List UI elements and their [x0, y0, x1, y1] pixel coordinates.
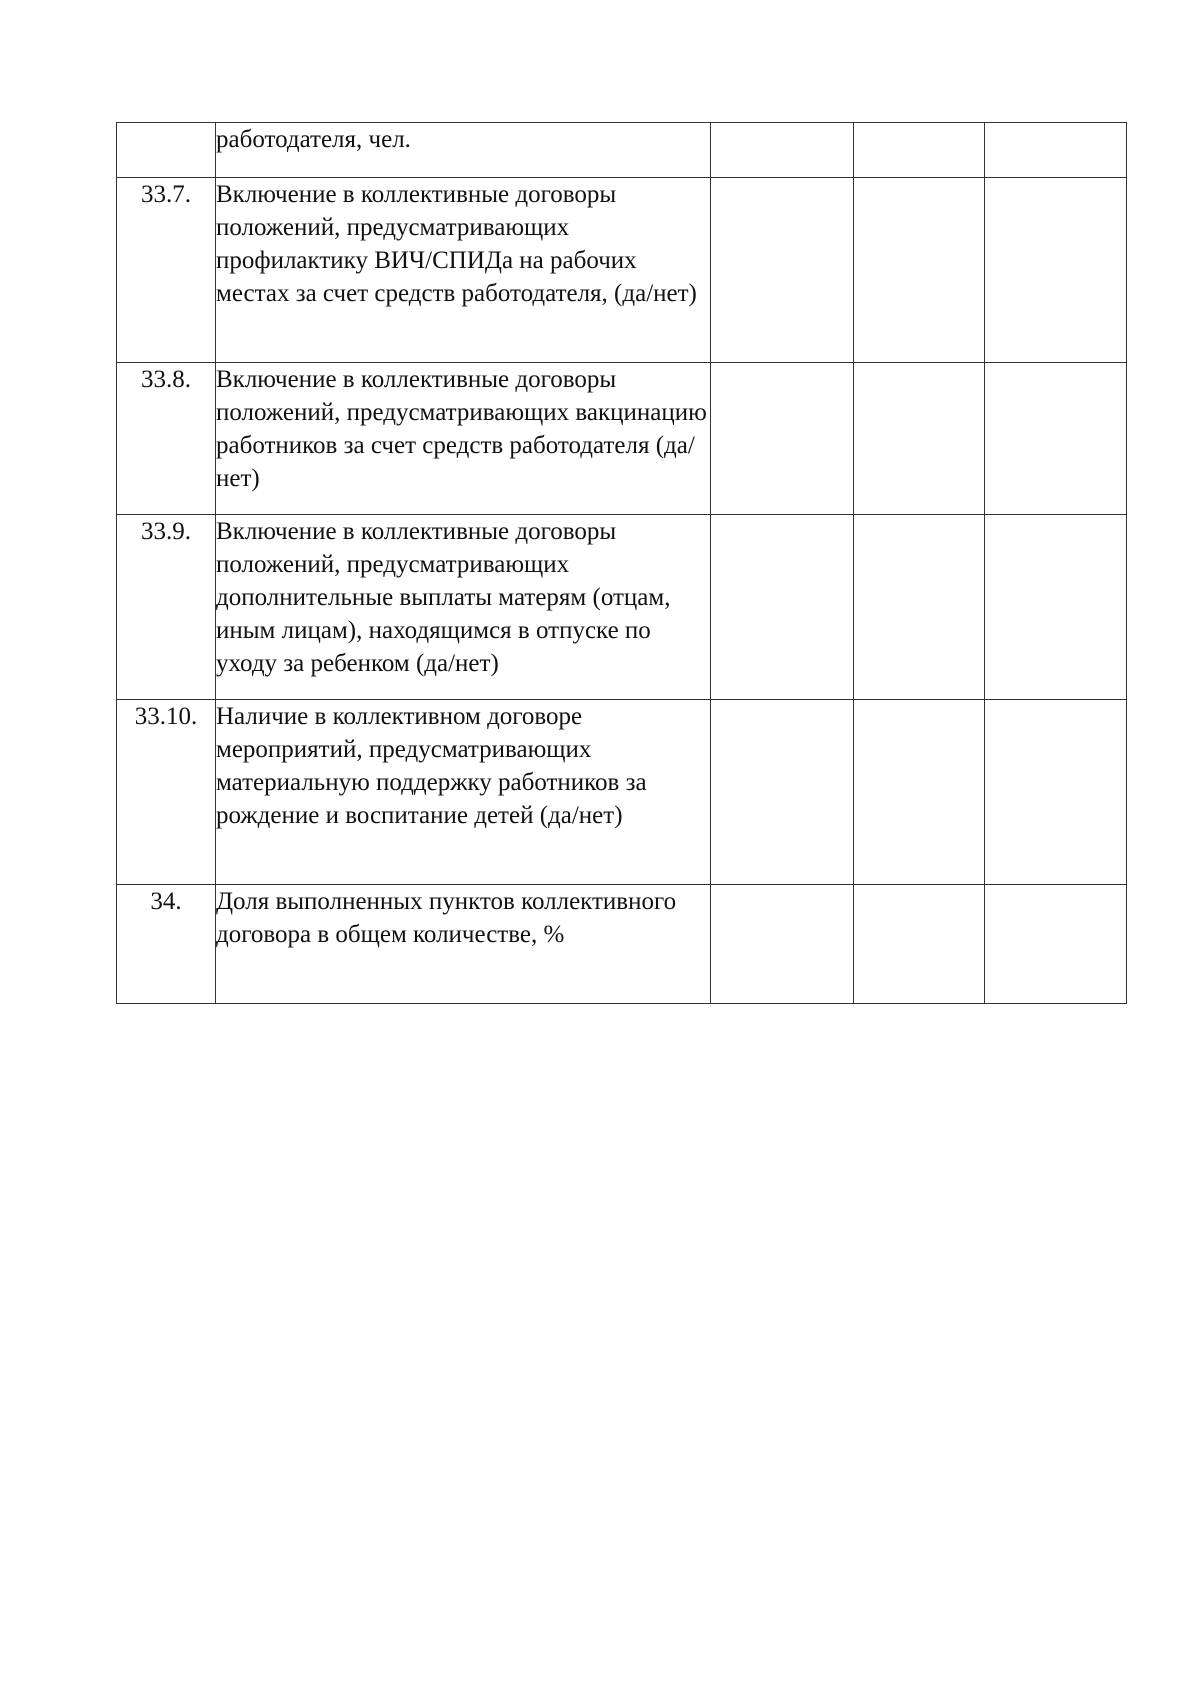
- value-cell-3: [985, 123, 1127, 178]
- value-cell-3: [985, 885, 1127, 1004]
- value-cell-1: [711, 123, 854, 178]
- value-cell-2: [854, 363, 985, 515]
- value-cell-2: [854, 700, 985, 885]
- value-cell-3: [985, 363, 1127, 515]
- row-number-cell: [117, 885, 216, 1004]
- value-cell-1: [711, 700, 854, 885]
- row-number: 33.7.: [141, 181, 191, 208]
- table-row: [117, 700, 1127, 885]
- value-cell-3: [985, 178, 1127, 363]
- row-number-cell: [117, 123, 216, 178]
- row-number: 33.8.: [141, 366, 191, 393]
- value-cell-1: [711, 515, 854, 700]
- value-cell-1: [711, 885, 854, 1004]
- indicator-text: Включение в коллективные договоры положений, предусматривающих вакцинацию работников за счет средств работодателя (да/нет): [216, 366, 707, 492]
- row-number: 33.10.: [134, 703, 198, 730]
- value-cell-2: [854, 178, 985, 363]
- value-cell-1: [711, 178, 854, 363]
- table-row: [117, 885, 1127, 1004]
- indicator-cell: [216, 700, 711, 885]
- indicator-cell: [216, 515, 711, 700]
- row-number-cell: [117, 178, 216, 363]
- value-cell-2: [854, 515, 985, 700]
- row-number: 34.: [150, 888, 182, 915]
- value-cell-2: [854, 885, 985, 1004]
- value-cell-2: [854, 123, 985, 178]
- row-number-cell: [117, 363, 216, 515]
- indicator-cell: [216, 123, 711, 178]
- value-cell-1: [711, 363, 854, 515]
- table-row: [117, 178, 1127, 363]
- row-number: 33.9.: [141, 518, 191, 545]
- indicators-table: [116, 122, 1127, 1004]
- table-row: [117, 123, 1127, 178]
- indicator-cell: [216, 178, 711, 363]
- indicator-text: Включение в коллективные договоры положений, предусматривающих дополнительные выплаты матерям (отцам, иным лицам), находящимся в отпуске по уходу за ребенком (да/нет): [216, 518, 671, 677]
- indicator-text: Включение в коллективные договоры положений, предусматривающих профилактику ВИЧ/СПИДа на рабочих местах за счет средств работодателя, (да/нет): [216, 181, 697, 307]
- indicator-text: работодателя, чел.: [216, 126, 411, 153]
- indicator-cell: [216, 885, 711, 1004]
- indicator-cell: [216, 363, 711, 515]
- table-row: [117, 515, 1127, 700]
- indicator-text: Доля выполненных пунктов коллективного договора в общем количестве, %: [216, 888, 677, 948]
- value-cell-3: [985, 700, 1127, 885]
- indicator-text: Наличие в коллективном договоре мероприятий, предусматривающих материальную поддержку работников за рождение и воспитание детей (да/нет): [216, 703, 647, 829]
- row-number-cell: [117, 700, 216, 885]
- table-row: [117, 363, 1127, 515]
- row-number-cell: [117, 515, 216, 700]
- value-cell-3: [985, 515, 1127, 700]
